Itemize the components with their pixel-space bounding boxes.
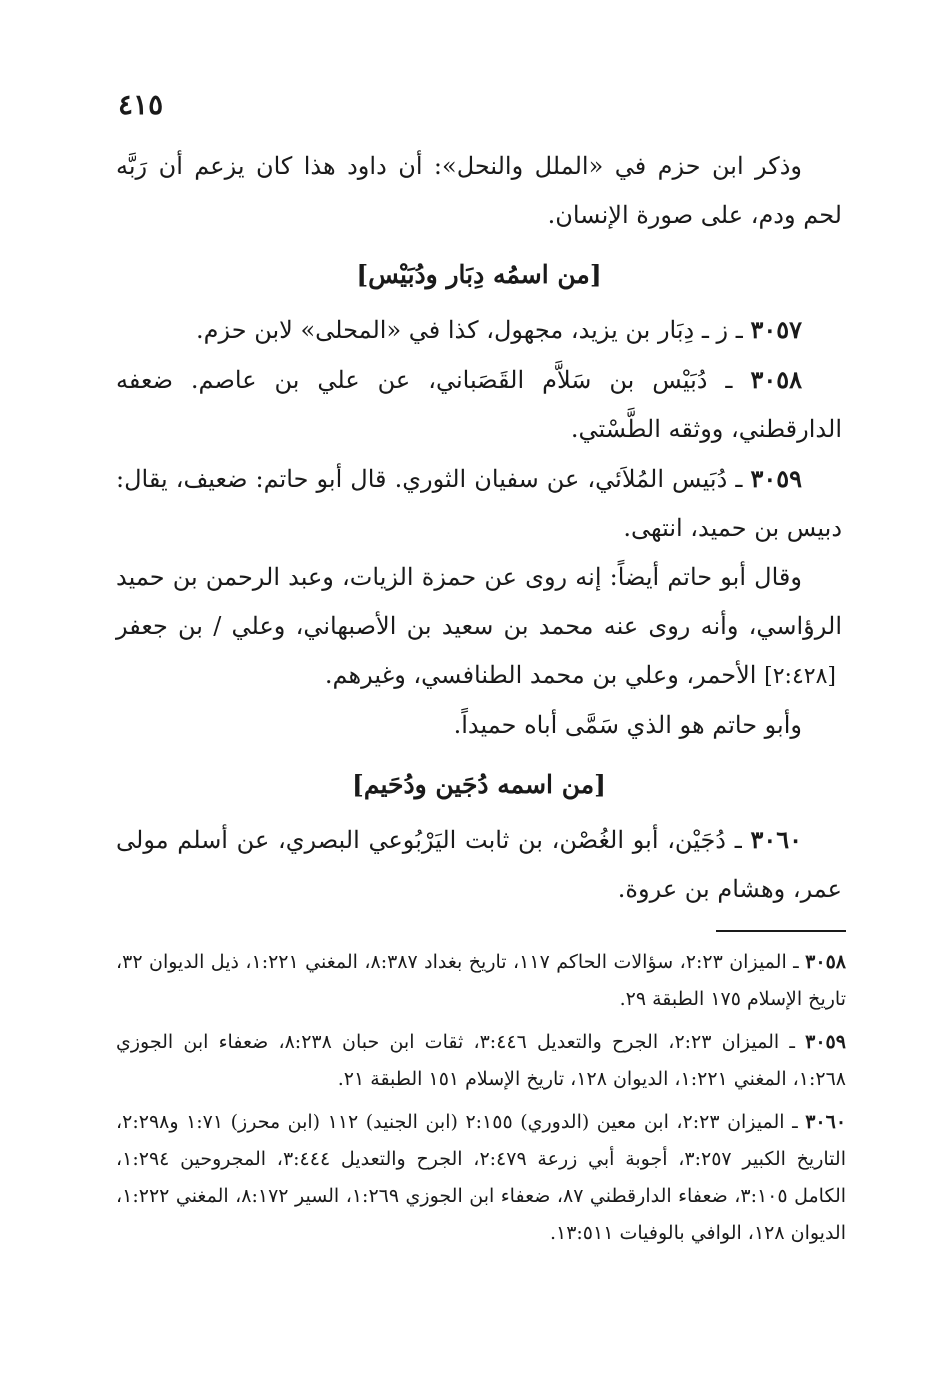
- footnote-text: ـ الميزان ٢:٢٣، الجرح والتعديل ٣:٤٤٦، ثقات ابن حبان ٨:٢٣٨، ضعفاء ابن الجوزي ١:٢٦٨، المغني ١:٢٢١، الديوان ١٢٨، تاريخ الإسلام ١٥١ الطبقة ٢١.: [116, 1031, 846, 1090]
- entry-dash: ـ: [727, 465, 743, 493]
- entry-text: دُجَيْن، أبو الغُصْن، بن ثابت اليَرْبُوعي البصري، عن أسلم مولى عمر، وهشام بن عروة.: [116, 826, 842, 903]
- paragraph-hamid: وأبو حاتم هو الذي سَمَّى أباه حميداً.: [453, 711, 802, 739]
- entry-dash: ـ: [728, 316, 743, 344]
- entry-text: دُبَيس المُلاَئي، عن سفيان الثوري. قال أبو حاتم: ضعيف، يقال: دبيس بن حميد، انتهى.: [116, 465, 842, 542]
- entry-text: ز ـ دِبَار بن يزيد، مجهول، كذا في «المحلى» لابن حزم.: [196, 316, 729, 344]
- entry-3057: [116, 305, 842, 355]
- entry-dash: ـ: [707, 366, 733, 394]
- entry-3059: [116, 454, 842, 553]
- section-heading-dujayn: [من اسمه دُجَين ودُحَيم]: [352, 770, 606, 799]
- paragraph-abu-hatim: [116, 553, 842, 701]
- footnote-number: ٣٠٥٩: [805, 1031, 846, 1053]
- paragraph-text-a: وقال أبو حاتم أيضاً: إنه روى عن حمزة الزيات، وعبد الرحمن بن حميد الرؤاسي، وأنه روى عنه محمد بن سعيد بن الأصبهاني، وعلي / بن جعفر: [116, 563, 842, 640]
- entry-number: ٣٠٥٨: [750, 365, 802, 394]
- entry-3060: [116, 815, 842, 914]
- footnote-text: ـ الميزان ٢:٢٣، ابن معين (الدوري) ٢:١٥٥ (ابن الجنيد) ١١٢ (ابن محرز) ١:٧١ و٢:٢٩٨، التاريخ الكبير ٣:٢٥٧، أجوبة أبي زرعة ٢:٤٧٩، الجرح والتعديل ٣:٤٤٤، المجروحين ١:٢٩٤، الكامل ٣:١٠٥، ضعفاء الدارقطني ٨٧، ضعفاء ابن الجوزي ١:٢٦٩، السير ٨:١٧٢، المغني ١:٢٢٢، الديوان ١٢٨، الوافي بالوفيات ١٣:٥١١.: [116, 1111, 847, 1244]
- footnotes: [116, 944, 846, 1258]
- footnote-number: ٣٠٥٨: [805, 951, 846, 973]
- entry-3058: [116, 355, 842, 454]
- entry-number: ٣٠٥٧: [750, 315, 802, 344]
- page-number: ٤١٥: [118, 88, 164, 121]
- footnote-3058: [116, 944, 846, 1018]
- footnote-number: ٣٠٦٠: [805, 1111, 847, 1133]
- volume-page-reference: [٢:٤٢٨]: [764, 664, 836, 689]
- footnote-3060: [116, 1104, 846, 1252]
- footnote-separator: [716, 930, 846, 932]
- entry-number: ٣٠٦٠: [750, 825, 803, 854]
- paragraph-ibn-hazm: وذكر ابن حزم في «الملل والنحل»: أن داود هذا كان يزعم أن رَبَّه لحم ودم، على صورة الإنسان.: [116, 152, 842, 229]
- main-text: [116, 142, 842, 914]
- paragraph-text-b: الأحمر، وعلي بن محمد الطنافسي، وغيرهم.: [324, 661, 757, 689]
- section-heading-dibar: [من اسمُه دِبَار ودُبَيْس]: [356, 260, 602, 289]
- entry-dash: ـ: [725, 826, 742, 854]
- entry-text: دُبَيْس بن سَلاَّم القَصَباني، عن علي بن عاصم. ضعفه الدارقطني، ووثقه الطَّسْتي.: [116, 366, 842, 443]
- footnote-text: ـ الميزان ٢:٢٣، سؤالات الحاكم ١١٧، تاريخ بغداد ٨:٣٨٧، المغني ١:٢٢١، ذيل الديوان ٣٢، تاريخ الإسلام ١٧٥ الطبقة ٢٩.: [116, 951, 846, 1010]
- footnote-3059: [116, 1024, 846, 1098]
- entry-number: ٣٠٥٩: [750, 464, 802, 493]
